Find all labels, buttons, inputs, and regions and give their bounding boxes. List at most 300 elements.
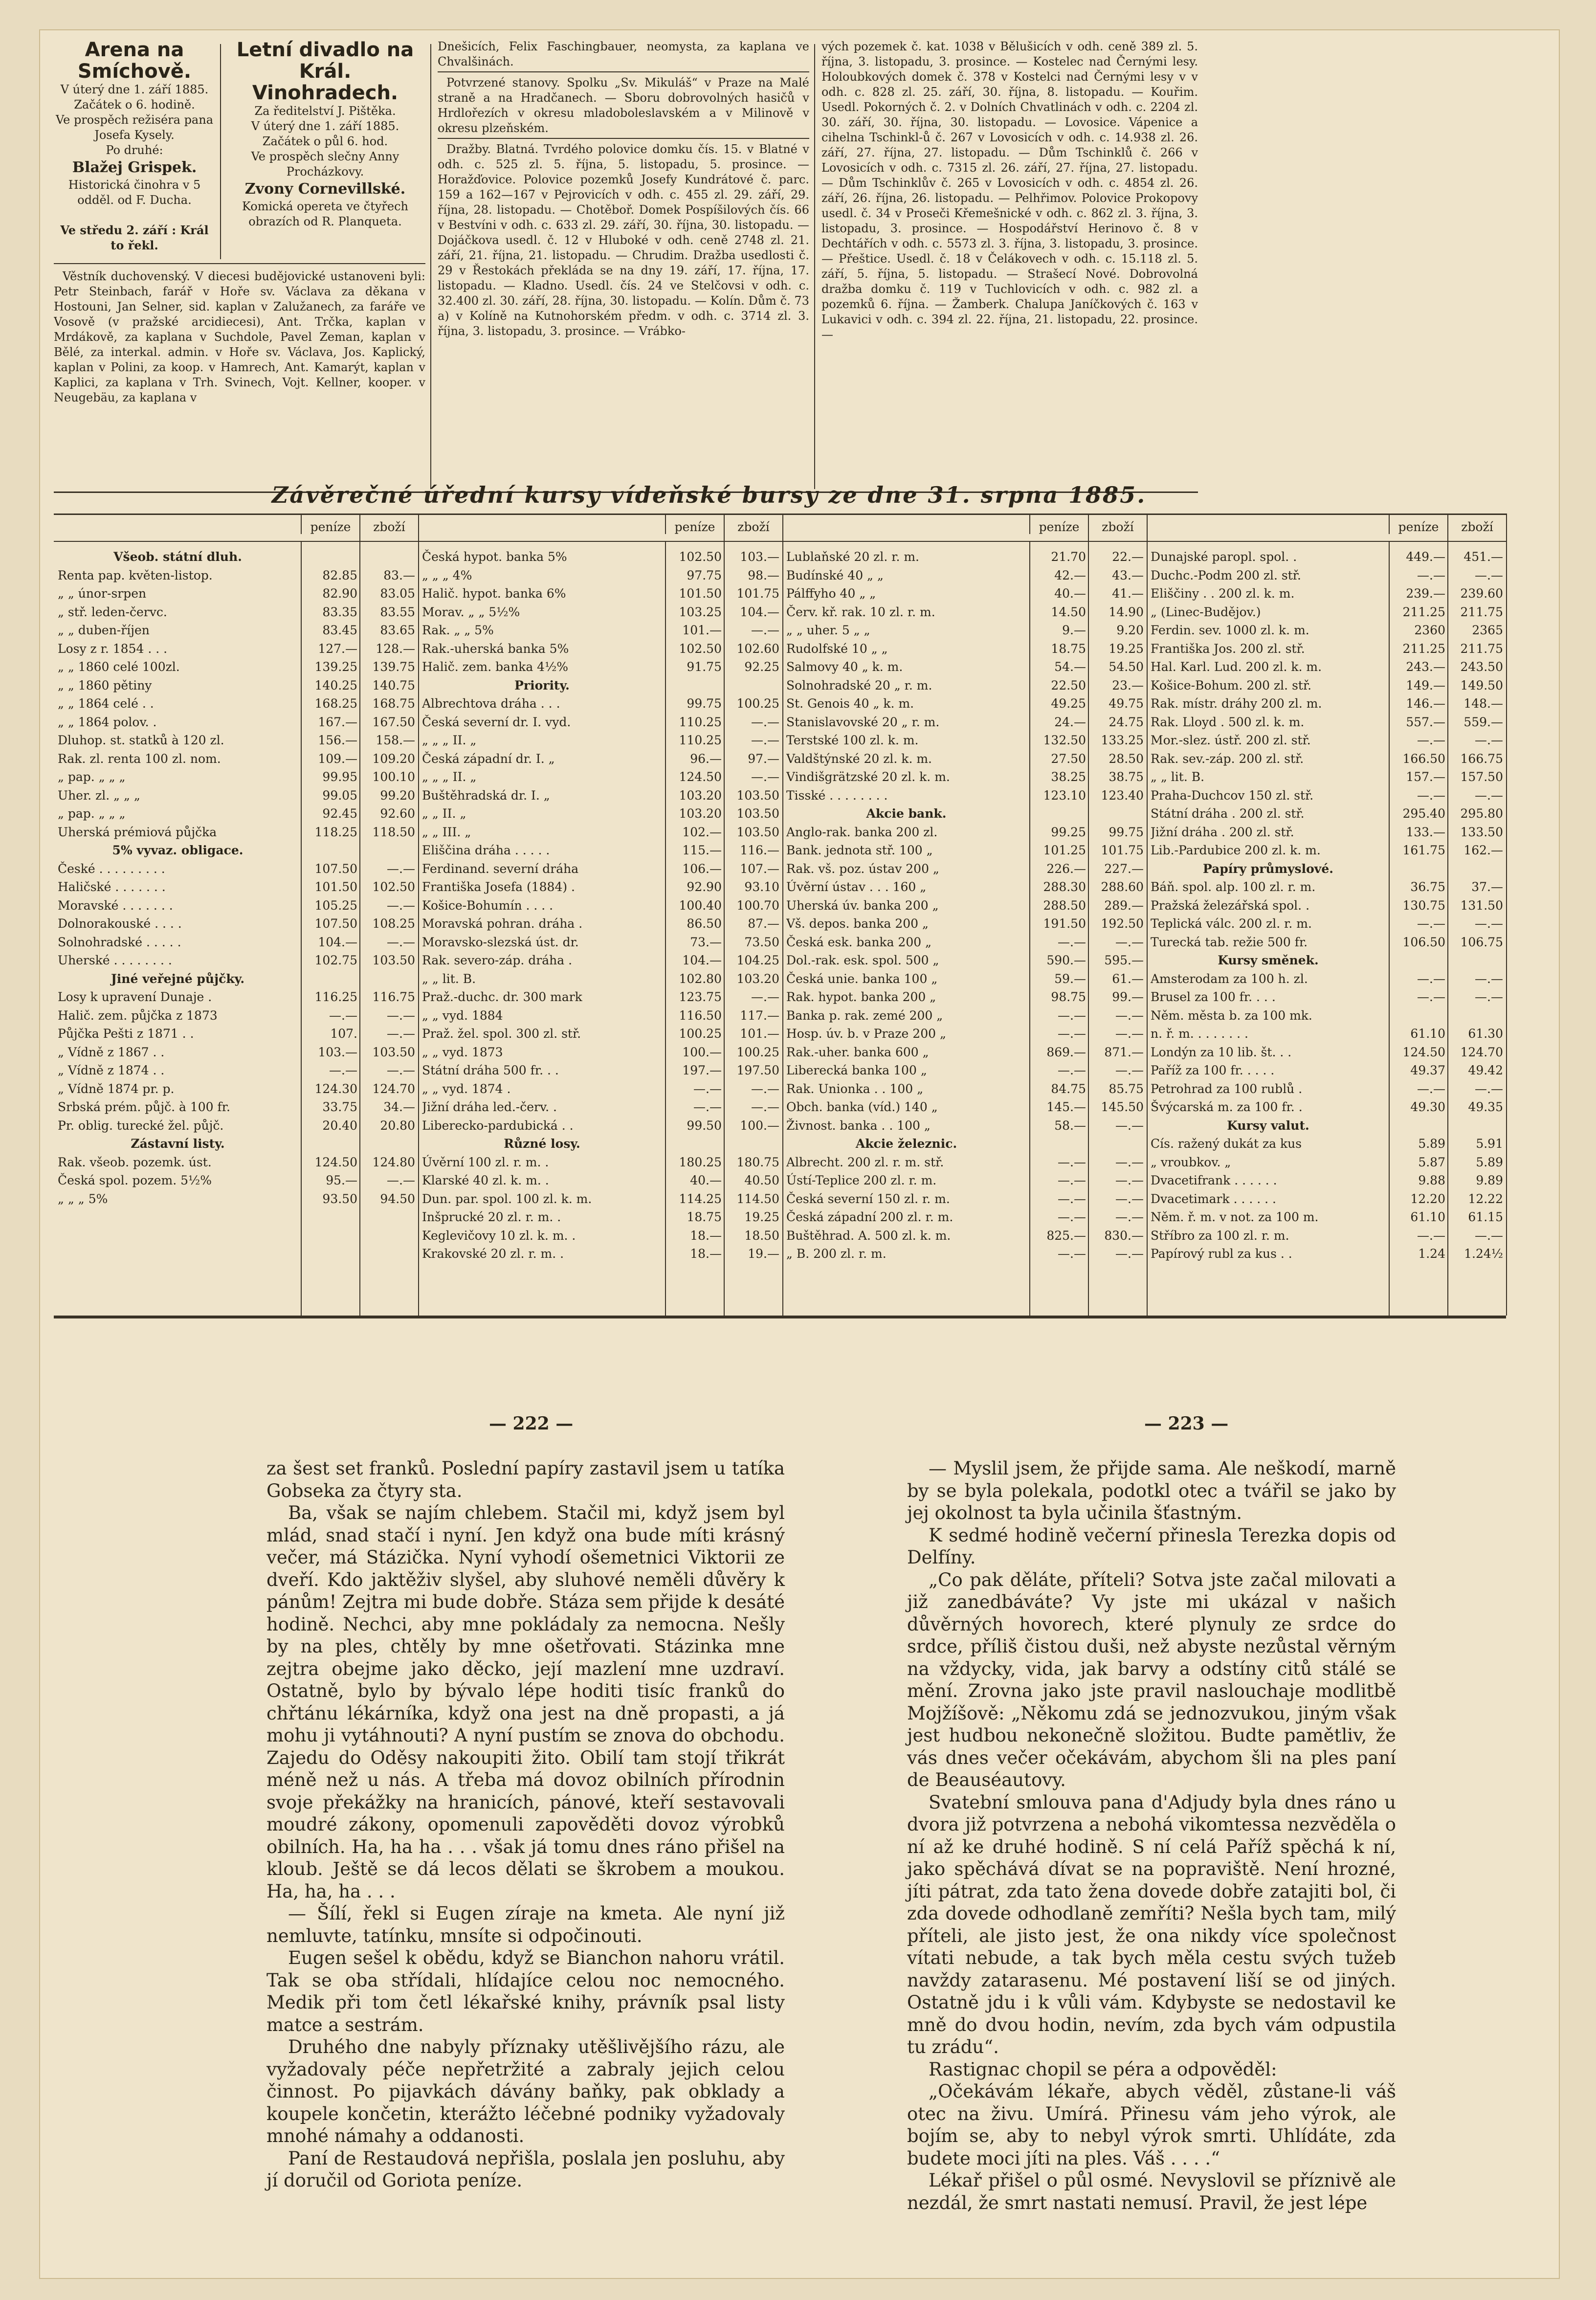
bursa-row-label: „ „ duben-říjen	[58, 623, 150, 637]
bursa-row-label: Státní dráha . 200 zl. stř.	[1151, 806, 1305, 821]
bursa-sell-value: —.—	[387, 898, 415, 913]
paragraph: — Šílí, řekl si Eugen zíraje na kmeta. Ale nyní již nemluvte, tatínku, mnsíte si odpočinouti.	[266, 1903, 785, 1946]
bursa-sell-value: 49.75	[1108, 696, 1144, 711]
bursa-sell-value: 103.50	[736, 806, 779, 821]
bursa-row-label: Londýn za 10 lib. št. . .	[1151, 1045, 1292, 1059]
bursa-row-label: „ „ lit. B.	[1151, 770, 1205, 784]
bursa-row-label: Něm. ř. m. v not. za 100 m.	[1151, 1210, 1319, 1224]
bursa-sell-value: 100.25	[736, 696, 779, 711]
bursa-section-heading: Papíry průmyslové.	[1203, 861, 1333, 876]
bursa-sell-value: —.—	[751, 715, 779, 729]
bursa-row-label: Srbská prém. půjč. à 100 fr.	[58, 1100, 230, 1114]
bursa-buy-value: 140.25	[314, 678, 357, 692]
bursa-sell-value: —.—	[387, 935, 415, 949]
bursa-row-label: Salmovy 40 „ k. m.	[786, 660, 903, 674]
story-right	[907, 1457, 1396, 2214]
bursa-sell-value: 871.—	[1104, 1045, 1144, 1059]
arena-next: Ve středu 2. září : Král to řekl.	[60, 223, 209, 252]
bursa-row-label: Losy z r. 1854 . . .	[58, 641, 168, 656]
bursa-row-label: Turecká tab. režie 500 fr.	[1151, 935, 1308, 949]
bursa-row-label: Lublaňské 20 zl. r. m.	[786, 550, 919, 564]
bursa-sell-value: —.—	[1115, 1118, 1144, 1133]
bursa-row-label: „ (Linec-Budějov.)	[1151, 604, 1261, 619]
bursa-sell-value: 43.—	[1112, 568, 1144, 582]
bursa-sell-value: —.—	[751, 990, 779, 1004]
arena-play: Blažej Grispek.	[72, 159, 197, 176]
bursa-row-label: Pražská železářská spol. .	[1151, 898, 1310, 913]
bursa-row-label: n. ř. m. . . . . . . .	[1151, 1027, 1248, 1041]
bursa-sell-value: —.—	[751, 623, 779, 637]
header-sell: zboží	[1088, 514, 1147, 541]
bursa-sell-value: 139.75	[372, 660, 415, 674]
bursa-buy-value: 58.—	[1054, 1118, 1086, 1133]
bursa-sell-value: 94.50	[380, 1191, 415, 1206]
bursa-row-label: Rak. Lloyd . 500 zl. k. m.	[1151, 715, 1305, 729]
bursa-row-label: České . . . . . . . . .	[58, 861, 165, 876]
bursa-buy-value: 73.—	[690, 935, 722, 949]
bursa-sell-value: 83.—	[383, 568, 415, 582]
bursa-row-label: Stříbro za 100 zl. r. m.	[1151, 1228, 1289, 1243]
bursa-row-label: Albrecht. 200 zl. r. m. stř.	[786, 1155, 944, 1169]
bursa-buy-value: 107.50	[314, 916, 357, 931]
bursa-row-label: Živnost. banka . . 100 „	[786, 1118, 931, 1133]
bursa-buy-value: 288.30	[1043, 880, 1086, 894]
bursa-row-label: „ Vídně 1874 pr. p.	[58, 1081, 175, 1096]
paragraph: „Co pak děláte, příteli? Sotva jste začal milovati a již zanedbáváte? Vy jste mi ukázal v našich důvěrných hovorech, které plynuly ze srdce do srdce, příliš čistou duši, než abyste nezůstal věrným na vždycky, vida, jak barvy a odstíny citů stálé se mění. Zrovna jako jste pravil naslouchaje modlitbě Mojžíšově: „Někomu zdá se jednozvukou, jiným však jest hudbou nekonečně složitou. Budte pamětliv, že vás dnes večer očekávám, abychom šli na ples paní de Beauséautovy.	[907, 1569, 1396, 1790]
arena-box	[54, 39, 215, 259]
bursa-sell-value: 2365	[1472, 623, 1503, 637]
bursa-row-label: Dolnorakouské . . . .	[58, 916, 182, 931]
bursa-buy-value: 124.50	[314, 1155, 357, 1169]
bursa-section-heading: Všeob. státní dluh.	[113, 550, 242, 564]
bursa-row-label: Jižní dráha . 200 zl. stř.	[1151, 825, 1294, 839]
bursa-buy-value: 92.90	[687, 880, 722, 894]
bursa-sell-value: 595.—	[1104, 953, 1144, 967]
bursa-buy-value: 107.50	[314, 861, 357, 876]
bursa-buy-value: —.—	[1417, 568, 1445, 582]
arena-line: Po druhé:	[106, 143, 163, 157]
bursa-sell-value: 24.75	[1108, 715, 1144, 729]
bursa-buy-value: 99.75	[687, 696, 722, 711]
letni-title: Letní divadlo na Král. Vinohradech.	[236, 39, 414, 104]
bursa-sell-value: 157.50	[1460, 770, 1503, 784]
bursa-sell-value: 166.75	[1460, 751, 1503, 766]
bursa-row-label: Anglo-rak. banka 200 zl.	[786, 825, 938, 839]
bursa-sell-value: 288.60	[1101, 880, 1144, 894]
bursa-sell-value: 289.—	[1104, 898, 1144, 913]
bursa-buy-value: 20.40	[322, 1118, 357, 1133]
bursa-row-label: Česká severní 150 zl. r. m.	[786, 1191, 950, 1206]
bursa-row-label: Košice-Bohumín . . . .	[422, 898, 554, 913]
bursa-sell-value: 158.—	[376, 733, 415, 747]
bursa-sell-value: 102.60	[736, 641, 779, 656]
bursa-separator	[1029, 541, 1030, 1316]
bursa-buy-value: 106.—	[682, 861, 722, 876]
bursa-sell-value: 99.—	[1112, 990, 1144, 1004]
bursa-row-label: Dluhop. st. statků à 120 zl.	[58, 733, 224, 747]
page-number-right: — 223 —	[1144, 1413, 1229, 1434]
bursa-sell-value: —.—	[1475, 990, 1503, 1004]
bursa-buy-value: 115.—	[682, 843, 722, 857]
arena-line: Ve prospěch režiséra pana Josefa Kysely.	[55, 113, 214, 142]
bursa-sell-value: 83.65	[380, 623, 415, 637]
bursa-sell-value: —.—	[1475, 916, 1503, 931]
bursa-sell-value: 140.75	[372, 678, 415, 692]
bursa-sell-value: 22.—	[1112, 550, 1144, 564]
bursa-sell-value: 124.80	[372, 1155, 415, 1169]
bursa-sell-value: —.—	[1115, 935, 1144, 949]
letni-line: Za ředitelství J. Pištěka.	[254, 104, 396, 118]
bursa-sell-value: —.—	[1115, 1247, 1144, 1261]
bursa-buy-value: 2360	[1414, 623, 1445, 637]
bursa-row-label: Česká západní 200 zl. r. m.	[786, 1210, 953, 1224]
bursa-column	[418, 514, 783, 1316]
bursa-row-label: „ „ vyd. 1884	[422, 1008, 503, 1023]
bursa-sell-value: 149.50	[1460, 678, 1503, 692]
bursa-sell-value: 103.50	[736, 788, 779, 803]
bursa-buy-value: 101.—	[682, 623, 722, 637]
bursa-sell-value: 162.—	[1463, 843, 1503, 857]
arena-line: V úterý dne 1. září 1885.	[60, 83, 209, 96]
bursa-row-label: St. Genois 40 „ k. m.	[786, 696, 914, 711]
bursa-buy-value: 869.—	[1046, 1045, 1086, 1059]
bursa-sell-value: 93.10	[744, 880, 779, 894]
bursa-section-heading: Různé losy.	[504, 1137, 580, 1151]
bursa-row-label: „ B. 200 zl. r. m.	[786, 1247, 887, 1261]
bursa-buy-value: 102.—	[682, 825, 722, 839]
bursa-buy-value: 83.45	[322, 623, 357, 637]
bursa-sell-value: 109.20	[372, 751, 415, 766]
bursa-buy-value: 98.75	[1051, 990, 1086, 1004]
bursa-buy-value: 825.—	[1046, 1228, 1086, 1243]
bursa-buy-value: 49.30	[1410, 1100, 1445, 1114]
bursa-sell-value: 180.75	[736, 1155, 779, 1169]
bursa-row-label: Stanislavovské 20 „ r. m.	[786, 715, 940, 729]
bursa-row-label: Budínské 40 „ „	[786, 568, 884, 582]
bursa-buy-value: —.—	[693, 1081, 722, 1096]
bursa-row-label: Jižní dráha led.-červ. .	[422, 1100, 557, 1114]
bursa-sell-value: 133.50	[1460, 825, 1503, 839]
bursa-sell-value: 14.90	[1108, 604, 1144, 619]
bursa-row-label: Rak. zl. renta 100 zl. nom.	[58, 751, 221, 766]
bursa-sell-value: 100.70	[736, 898, 779, 913]
bursa-sell-value: —.—	[1475, 733, 1503, 747]
bursa-buy-value: 116.25	[314, 990, 357, 1004]
bursa-row-label: Rak. sev.-záp. 200 zl. stř.	[1151, 751, 1304, 766]
bursa-sell-value: 87.—	[748, 916, 779, 931]
bursa-separator	[1389, 541, 1390, 1316]
bursa-separator	[359, 541, 360, 1316]
bursa-buy-value: 239.—	[1406, 586, 1445, 601]
bursa-sell-value: 99.75	[1108, 825, 1144, 839]
story-left	[266, 1457, 785, 2192]
bursa-row-label: Moravsko-slezská úst. dr.	[422, 935, 579, 949]
drazby: Dražby. Blatná. Tvrdého polovice domku čís. 15. v Blatné v odh. c. 525 zl. 5. října, 5. listopadu, 5. prosince. — Horažďovice. Polovice pozemků Josefy Kundrátové č. parc. 159 a 162—167 v Pejrovicích v odh. c. 455 zl. 29. září, 29. října, 28. listopadu. — Chotěboř. Domek Pospíšilových čís. 66 v Bestvíni v odh. c. 633 zl. 29. září, 30. října, 30. listopadu. — Dojáčkova usedl. č. 12 v Hluboké v odh. ceně 2748 zl. 21. září, 21. října, 21. listopadu. — Chrudim. Dražba usedlosti č. 29 v Řestokách překláda se na dny 19. září, 17. října, 17. listopadu. — Kladno. Usedl. čís. 24 ve Stelčovsi v odh. c. 32.400 zl. 30. září, 28. října, 30. listopadu. — Kolín. Dům č. 73 a) v Kolíně na Kutnohorském předm. v odh. c. 3714 zl. 3. října, 3. listopadu, 3. prosince. — Vrábko-	[438, 142, 809, 338]
bursa-row-label: Tisské . . . . . . . .	[786, 788, 888, 803]
bursa-buy-value: 103.25	[679, 604, 722, 619]
bursa-section-heading: Priority.	[514, 678, 570, 692]
bursa-buy-value: 102.50	[679, 550, 722, 564]
bursa-sell-value: 104.25	[736, 953, 779, 967]
bursa-buy-value: 59.—	[1054, 971, 1086, 986]
bursa-buy-value: 102.80	[679, 971, 722, 986]
bursa-sell-value: —.—	[1475, 1081, 1503, 1096]
bursa-buy-value: 123.75	[679, 990, 722, 1004]
bursa-buy-value: 40.—	[690, 1173, 722, 1187]
bursa-buy-value: 33.75	[322, 1100, 357, 1114]
bursa-sell-value: —.—	[1475, 971, 1503, 986]
bursa-buy-value: 92.45	[322, 806, 357, 821]
bursa-buy-value: 130.75	[1402, 898, 1445, 913]
bursa-sell-value: 830.—	[1104, 1228, 1144, 1243]
bursa-row-label: Moravská pohran. dráha .	[422, 916, 583, 931]
bursa-buy-value: —.—	[1417, 1081, 1445, 1096]
bursa-buy-value: 5.89	[1418, 1137, 1445, 1151]
bursa-sell-value: 168.75	[372, 696, 415, 711]
bursa-buy-value: —.—	[1417, 1228, 1445, 1243]
bursa-row-label: Cís. ražený dukát za kus	[1151, 1137, 1302, 1151]
bursa-buy-value: —.—	[1058, 1191, 1086, 1206]
bursa-row-label: Pr. oblig. turecké žel. půjč.	[58, 1118, 224, 1133]
bursa-sell-value: 61.15	[1468, 1210, 1503, 1224]
bursa-buy-value: 18.—	[690, 1228, 722, 1243]
bursa-sell-value: 103.20	[736, 971, 779, 986]
bursa-buy-value: 36.75	[1410, 880, 1445, 894]
bursa-row-label: „ pap. „ „ „	[58, 770, 126, 784]
bursa-row-label: Eliščina dráha . . . . .	[422, 843, 550, 857]
bursa-buy-value: —.—	[1058, 1173, 1086, 1187]
bursa-buy-value: 116.50	[679, 1008, 722, 1023]
bursa-buy-value: 211.25	[1402, 604, 1445, 619]
bursa-sell-value: 41.—	[1112, 586, 1144, 601]
bursa-row-label: Česká hypot. banka 5%	[422, 550, 567, 564]
bursa-buy-value: —.—	[1417, 990, 1445, 1004]
bursa-row-label: Morav. „ „ 5½%	[422, 604, 520, 619]
bursa-row-label: Hal. Karl. Lud. 200 zl. k. m.	[1151, 660, 1322, 674]
bursa-sell-value: 97.—	[748, 751, 779, 766]
bursa-buy-value: 18.—	[690, 1247, 722, 1261]
bursa-buy-value: —.—	[1058, 1247, 1086, 1261]
bursa-row-label: „ „ lit. B.	[422, 971, 476, 986]
bursa-row-label: „ Vídně z 1874 . .	[58, 1063, 165, 1077]
bursa-sell-value: 100.25	[736, 1045, 779, 1059]
bursa-buy-value: 110.25	[679, 715, 722, 729]
bursa-buy-value: 557.—	[1406, 715, 1445, 729]
bursa-row-label: Česká unie. banka 100 „	[786, 971, 938, 986]
bursa-buy-value: 9.88	[1418, 1173, 1445, 1187]
bursa-row-label: Papírový rubl za kus . .	[1151, 1247, 1292, 1261]
bursa-buy-value: 105.25	[314, 898, 357, 913]
letni-line: Začátek o půl 6. hod.	[262, 134, 388, 148]
bursa-row-label: Duchc.-Podm 200 zl. stř.	[1151, 568, 1301, 582]
bursa-buy-value: 103.20	[679, 806, 722, 821]
bursa-buy-value: 243.—	[1406, 660, 1445, 674]
bursa-buy-value: 167.—	[318, 715, 357, 729]
bursa-section-heading: Kursy směnek.	[1218, 953, 1319, 967]
bursa-row-label: „ „ 1860 celé 100zl.	[58, 660, 180, 674]
bursa-sell-value: 49.35	[1468, 1100, 1503, 1114]
bursa-sell-value: 559.—	[1463, 715, 1503, 729]
bursa-sell-value: 197.50	[736, 1063, 779, 1077]
bursa-sell-value: 227.—	[1104, 861, 1144, 876]
bursa-buy-value: 100.40	[679, 898, 722, 913]
bursa-sell-value: 61.30	[1468, 1027, 1503, 1041]
bursa-buy-value: 449.—	[1406, 550, 1445, 564]
bursa-buy-value: 124.50	[679, 770, 722, 784]
bursa-row-label: Uherské . . . . . . . .	[58, 953, 172, 967]
bursa-buy-value: 123.10	[1043, 788, 1086, 803]
bursa-sell-value: 106.75	[1460, 935, 1503, 949]
bursa-sell-value: 117.—	[740, 1008, 779, 1023]
bursa-sell-value: 211.75	[1460, 604, 1503, 619]
bursa-header	[782, 514, 1147, 542]
bursa-buy-value: 139.25	[314, 660, 357, 674]
bursa-row-label: Rak.-uher. banka 600 „	[786, 1045, 929, 1059]
page-number-left: — 222 —	[489, 1413, 574, 1434]
bursa-sell-value: 61.—	[1112, 971, 1144, 986]
bursa-buy-value: 82.85	[322, 568, 357, 582]
bursa-column	[1147, 514, 1507, 1316]
bursa-header	[418, 514, 782, 542]
bursa-row-label: Něm. města b. za 100 mk.	[1151, 1008, 1312, 1023]
bursa-buy-value: —.—	[1058, 1210, 1086, 1224]
bursa-sell-value: —.—	[1115, 1008, 1144, 1023]
bursa-header	[1147, 514, 1506, 542]
paragraph: Rastignac chopil se péra a odpověděl:	[929, 2058, 1277, 2080]
paragraph: Eugen sešel k obědu, když se Bianchon nahoru vrátil. Tak se oba střídali, hlídajíce celou noc nemocného. Medik při tom četl lékařské knihy, právník psal listy matce a sestrám.	[266, 1947, 785, 2035]
bursa-separator	[1088, 541, 1089, 1316]
bursa-buy-value: —.—	[1058, 1155, 1086, 1169]
bursa-row-label: Státní dráha 500 fr. . .	[422, 1063, 559, 1077]
bursa-buy-value: 180.25	[679, 1155, 722, 1169]
bursa-buy-value: 12.20	[1410, 1191, 1445, 1206]
bursa-row-label: „ „ „ 4%	[422, 568, 472, 582]
bursa-buy-value: 97.75	[687, 568, 722, 582]
bursa-sell-value: 148.—	[1463, 696, 1503, 711]
bursa-buy-value: 156.—	[318, 733, 357, 747]
bursa-sell-value: 73.50	[744, 935, 779, 949]
bursa-sell-value: 37.—	[1471, 880, 1503, 894]
bursa-sell-value: 101.75	[1101, 843, 1144, 857]
bursa-sell-value: —.—	[751, 1100, 779, 1114]
bursa-buy-value: 38.25	[1051, 770, 1086, 784]
bursa-buy-value: 99.25	[1051, 825, 1086, 839]
bursa-row-label: Halič. zem. půjčka z 1873	[58, 1008, 218, 1023]
bursa-buy-value: 61.10	[1410, 1210, 1445, 1224]
bursa-row-label: Praž.-duchc. dr. 300 mark	[422, 990, 582, 1004]
bursa-sell-value: —.—	[751, 1081, 779, 1096]
bursa-section-heading: Jiné veřejné půjčky.	[111, 971, 245, 986]
bursa-buy-value: 118.25	[314, 825, 357, 839]
bursa-sell-value: —.—	[1115, 1173, 1144, 1187]
bursa-buy-value: —.—	[329, 1008, 357, 1023]
bursa-buy-value: 103.—	[318, 1045, 357, 1059]
paragraph: Druhého dne nabyly příznaky utěšlivějšího rázu, ale vyžadovaly péče nepřetržité a zabraly jejich celou činnost. Po pijavkách dávány baňky, pak obklady a koupele končetin, kterážto léčebné podniky vyžadovaly mnohé námahy a oddanosti.	[266, 2036, 785, 2146]
bursa-row-label: Ferdinand. severní dráha	[422, 861, 579, 876]
bursa-header	[54, 514, 418, 542]
header-sell: zboží	[1447, 514, 1506, 541]
bursa-buy-value: —.—	[1058, 1008, 1086, 1023]
bursa-sell-value: 116.75	[372, 990, 415, 1004]
bursa-row-label: Banka p. rak. zemé 200 „	[786, 1008, 943, 1023]
bursa-buy-value: 168.25	[314, 696, 357, 711]
bursa-row-label: „ „ II. „	[422, 806, 466, 821]
column-rule	[220, 44, 221, 259]
bursa-sell-value: —.—	[1115, 1155, 1144, 1169]
bursa-buy-value: 226.—	[1046, 861, 1086, 876]
paragraph: K sedmé hodině večerní přinesla Terezka dopis od Delfíny.	[907, 1524, 1396, 1568]
bursa-sell-value: 5.91	[1476, 1137, 1503, 1151]
bursa-row-label: Dvacetifrank . . . . . .	[1151, 1173, 1277, 1187]
bursa-sell-value: 19.25	[744, 1210, 779, 1224]
bursa-row-label: Rak. vš. poz. ústav 200 „	[786, 861, 939, 876]
bursa-sell-value: —.—	[1115, 1063, 1144, 1077]
bursa-row-label: Halič. zem. banka 4½%	[422, 660, 569, 674]
bursa-buy-value: 24.—	[1054, 715, 1086, 729]
bursa-row-label: Bank. jednota stř. 100 „	[786, 843, 933, 857]
bursa-buy-value: 127.—	[318, 641, 357, 656]
stanovy: Potvrzené stanovy. Spolku „Sv. Mikuláš“ v Praze na Malé straně a na Hradčanech. — Sboru dobrovolných hasičů v Hrdlořezích v okresu mladoboleslavském a v Milinově v okresu plzeňském.	[438, 76, 809, 135]
bursa-row-label: „ Vídně z 1867 . .	[58, 1045, 165, 1059]
column-rule	[430, 44, 431, 489]
bursa-row-label: Ferdin. sev. 1000 zl. k. m.	[1151, 623, 1309, 637]
bursa-sell-value: 100.10	[372, 770, 415, 784]
bursa-sell-value: 18.50	[744, 1228, 779, 1243]
bursa-buy-value: 101.50	[679, 586, 722, 601]
bursa-row-label: Uherská prémiová půjčka	[58, 825, 217, 839]
bursa-sell-value: —.—	[387, 1027, 415, 1041]
bursa-sell-value: 103.50	[736, 825, 779, 839]
bursa-buy-value: 99.50	[687, 1118, 722, 1133]
paragraph: „Očekávám lékaře, abych věděl, zůstane-li váš otec na živu. Umírá. Přinesu vám jeho výrok, ale bojím se, aby to nebyl výrok smrti. Uhlídáte, zda budete moci jíti na ples. Váš . . . .“	[907, 2081, 1396, 2169]
bursa-sell-value: 19.25	[1108, 641, 1144, 656]
bursa-row-label: Františka Jos. 200 zl. stř.	[1151, 641, 1305, 656]
bursa-buy-value: —.—	[1417, 733, 1445, 747]
bursa-buy-value: 145.—	[1046, 1100, 1086, 1114]
bursa-buy-value: 104.—	[682, 953, 722, 967]
bursa-sell-value: 92.25	[744, 660, 779, 674]
bursa-row-label: „ „ vyd. 1874 .	[422, 1081, 511, 1096]
bursa-sell-value: —.—	[387, 1008, 415, 1023]
bursa-sell-value: 192.50	[1101, 916, 1144, 931]
vestnik-text: Věstník duchovenský. V diecesi budějovické ustanoveni byli: Petr Steinbach, farář v Hoře sv. Václava za děkana v Hostouni, Jan Selner, sid. kaplan v Zalužanech, za faráře ve Vosově (v pražské arcidiecesi), Ant. Trčka, kaplan v Mrdákově, za kaplana v Suchdole, Pavel Zeman, kaplan v Bělé, za interkal. admin. v Hoře sv. Václava, Jos. Kaplický, kaplan v Polini, za koop. v Hamrech, Ant. Kamarýt, kaplan v Kaplici, za kaplana v Trh. Svinech, Vojt. Kellner, kooper. v Neugebäu, za kaplana v	[54, 269, 425, 404]
bursa-row-label: Praha-Duchcov 150 zl. stř.	[1151, 788, 1314, 803]
bursa-buy-value: —.—	[1058, 935, 1086, 949]
bursa-row-label: Mor.-slez. ústř. 200 zl. stř.	[1151, 733, 1311, 747]
bursa-sell-value: 145.50	[1101, 1100, 1144, 1114]
bursa-row-label: Dol.-rak. esk. spol. 500 „	[786, 953, 939, 967]
bursa-row-label: Valdštýnské 20 zl. k. m.	[786, 751, 932, 766]
bursa-row-label: „ pap. „ „ „	[58, 806, 126, 821]
bursa-buy-value: 5.87	[1418, 1155, 1445, 1169]
letni-box	[227, 39, 423, 259]
bursa-buy-value: —.—	[1417, 971, 1445, 986]
bursa-buy-value: —.—	[1058, 1027, 1086, 1041]
bursa-sell-value: —.—	[1475, 788, 1503, 803]
bursa-buy-value: 101.25	[1043, 843, 1086, 857]
bursa-row-label: Pálffyho 40 „ „	[786, 586, 876, 601]
bursa-sell-value: 295.80	[1460, 806, 1503, 821]
drazby-cont: vých pozemek č. kat. 1038 v Bělušicích v odh. ceně 389 zl. 5. října, 3. listopadu, 3. prosince. — Kostelec nad Černými lesy. Holoubkových domek č. 378 v Kostelci nad Černými lesy v v odh. c. 828 zl. 25. září, 30. října, 8. listopadu. — Kouřim. Usedl. Pokorných č. 2. v Dolních Chvatlinách v odh. c. 2204 zl. 30. září, 30. října, 30. listopadu. — Lovosice. Vápenice a cihelna Tschinkl-ů č. 267 v Lovosicích v odh. c. 14.938 zl. 26. září, 27. října, 27. listopadu. — Dům Tschinklů č. 266 v Lovosicích v odh. c. 7315 zl. 26. září, 27. října, 27. listopadu. — Dům Tschinklův č. 265 v Lovosicích v odh. c. 4854 zl. 26. září, 26. října, 26. listopadu. — Pelhřimov. Polovice Prokopovy usedl. č. 34 v Proseči Křemešnické v odh. c. 862 zl. 3. října, 3. listopadu, 3. prosince. — Hospodářství Herinovo č. 8 v Dechtářích v odh. c. 5573 zl. 3. října, 3. listopadu, 3. prosince. — Přeštice. Usedl. č. 18 v Čelákovech v odh. c. 15.118 zl. 5. září, 5. října, 5. listopadu. — Strašecí Nové. Dobrovolná dražba domku č. 119 v Tuchlovicích v odh. c. 982 zl. a pozemků 6. října. — Žamberk. Chalupa Janíčkových č. 163 v Lukavici v odh. c. 394 zl. 22. října, 21. listopadu, 22. prosince. —	[821, 40, 1198, 341]
bursa-sell-value: —.—	[1115, 1210, 1144, 1224]
bursa-buy-value: —.—	[1058, 1063, 1086, 1077]
bursa-separator	[301, 541, 302, 1316]
arena-line: Historická činohra v 5 odděl. od F. Ducha.	[68, 178, 201, 207]
bursa-row-label: „ „ únor-srpen	[58, 586, 147, 601]
bursa-buy-value: 288.50	[1043, 898, 1086, 913]
bursa-sell-value: 239.60	[1460, 586, 1503, 601]
bursa-row-label: Terstské 100 zl. k. m.	[786, 733, 919, 747]
